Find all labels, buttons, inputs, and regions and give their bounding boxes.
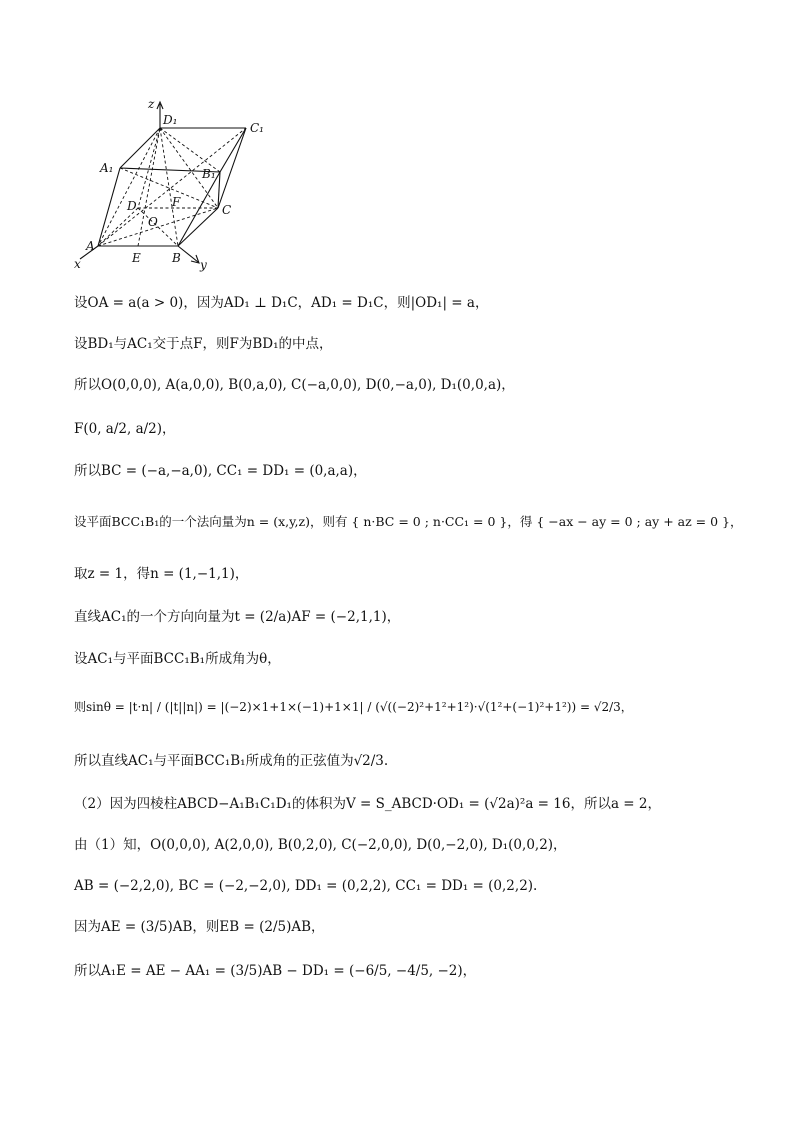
text-line-7: 取z = 1，得n = (1,−1,1)， <box>74 566 249 582</box>
label-z: z <box>148 97 155 111</box>
text-line-10: 则sinθ = |t·n| / (|t||n|) = |(−2)×1+1×(−1)+1×1| / (√((−2)²+1²+1²)·√(1²+(−1)²+1²)) = √2/3， <box>74 700 633 714</box>
label-d1: D₁ <box>163 113 178 127</box>
text-line-16: 所以A₁E = AE − AA₁ = (3/5)AB − DD₁ = (−6/5, −4/5, −2)， <box>74 963 477 979</box>
parallelepiped-figure <box>68 96 268 274</box>
label-b1: B₁ <box>202 167 216 181</box>
edge-a1a <box>98 168 120 246</box>
text-line-2: 设BD₁与AC₁交于点F，则F为BD₁的中点， <box>74 336 333 352</box>
text-line-6: 设平面BCC₁B₁的一个法向量为n = (x,y,z)，则有 { n·BC = 0 ; n·CC₁ = 0 }，得 { −ax − ay = 0 ; ay + az = 0 }， <box>74 514 743 529</box>
y-axis <box>178 246 198 262</box>
text-line-14: AB = (−2,2,0), BC = (−2,−2,0), DD₁ = (0,2,2), CC₁ = DD₁ = (0,2,2). <box>74 878 538 894</box>
text-line-1: 设OA = a(a > 0)，因为AD₁ ⊥ D₁C，AD₁ = D₁C，则|OD₁| = a， <box>74 295 489 311</box>
label-a1: A₁ <box>100 161 114 175</box>
hidden-d1b1 <box>160 128 220 172</box>
label-a: A <box>86 239 95 253</box>
text-line-5: 所以BC = (−a,−a,0), CC₁ = DD₁ = (0,a,a)， <box>74 463 367 479</box>
label-c: C <box>222 203 232 217</box>
hidden-d1d <box>138 128 160 208</box>
label-f: F <box>172 195 181 209</box>
edge-d1a1 <box>120 128 160 168</box>
hidden-db <box>138 208 178 246</box>
text-line-13: 由（1）知，O(0,0,0), A(2,0,0), B(0,2,0), C(−2,0,0), D(0,−2,0), D₁(0,0,2)， <box>74 837 567 853</box>
hidden-d1b <box>160 128 178 246</box>
hidden-da <box>98 208 138 246</box>
text-line-9: 设AC₁与平面BCC₁B₁所成角为θ， <box>74 651 281 667</box>
label-b: B <box>172 251 181 265</box>
label-x: x <box>74 257 81 271</box>
text-line-12: （2）因为四棱柱ABCD−A₁B₁C₁D₁的体积为V = S_ABCD·OD₁ = (√2a)²a = 16，所以a = 2， <box>74 796 661 812</box>
label-e: E <box>132 251 141 265</box>
hidden-ac1 <box>98 128 246 246</box>
label-c1: C₁ <box>250 121 264 135</box>
label-y: y <box>200 258 207 272</box>
label-d: D <box>127 199 137 213</box>
edge-bc <box>178 208 218 246</box>
label-o: O <box>148 215 158 229</box>
text-line-8: 直线AC₁的一个方向向量为t = (2/a)AF = (−2,1,1)， <box>74 609 401 625</box>
text-line-15: 因为AE = (3/5)AB，则EB = (2/5)AB， <box>74 919 325 935</box>
text-line-11: 所以直线AC₁与平面BCC₁B₁所成角的正弦值为√2/3. <box>74 753 389 769</box>
text-line-3: 所以O(0,0,0), A(a,0,0), B(0,a,0), C(−a,0,0), D(0,−a,0), D₁(0,0,a)， <box>74 377 515 393</box>
text-line-4: F(0, a/2, a/2)， <box>74 421 176 437</box>
